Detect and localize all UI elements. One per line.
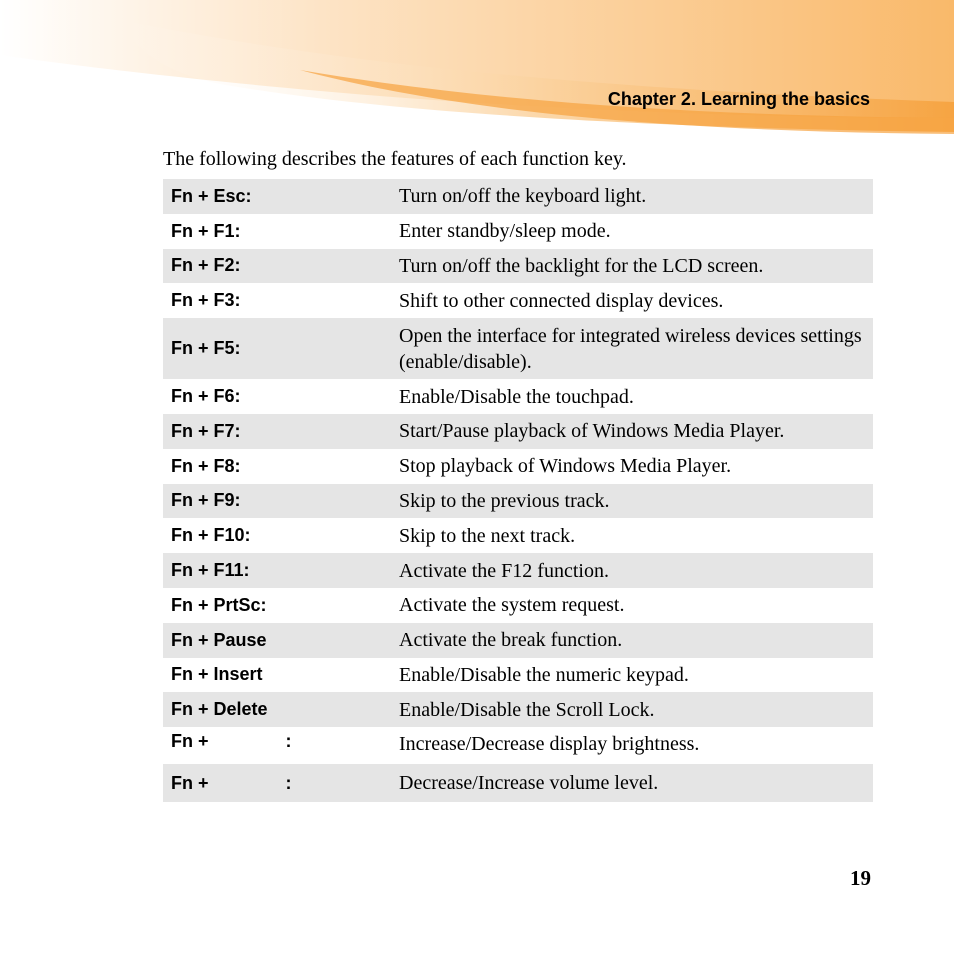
key-description: Turn on/off the backlight for the LCD screen. [399,254,764,277]
key-label: Fn + Esc: [171,185,252,206]
key-description: Activate the F12 function. [399,559,609,582]
key-label: Fn + Delete [171,699,268,720]
key-label: Fn + F3: [171,290,241,311]
key-label: Fn + F11: [171,560,250,581]
key-row [163,658,873,693]
key-label: Fn + Insert [171,664,263,685]
key-description: Decrease/Increase volume level. [399,772,659,795]
chapter-title: Chapter 2. Learning the basics [607,89,870,109]
key-label: Fn + [171,731,209,752]
key-colon: : [285,731,292,752]
key-description: Skip to the previous track. [399,489,610,512]
key-description: Shift to other connected display devices. [399,289,724,312]
key-label: Fn + F1: [171,220,241,241]
key-label: Fn + F5: [171,338,241,359]
key-description: Turn on/off the keyboard light. [399,185,647,208]
key-label: Fn + Pause [171,629,267,650]
key-description: Activate the system request. [399,594,625,617]
key-row [163,449,873,484]
key-row [163,214,873,249]
key-row [163,414,873,449]
key-row [163,249,873,284]
key-row [163,553,873,588]
key-description: Open the interface for integrated wireless devices settings (enable/disable). [399,324,862,373]
key-description: Increase/Decrease display brightness. [399,733,700,756]
key-row [163,518,873,553]
key-row [163,623,873,658]
key-label: Fn + F9: [171,490,241,511]
key-description: Enter standby/sleep mode. [399,220,611,243]
key-row [163,588,873,623]
key-label: Fn + F10: [171,525,251,546]
key-description: Stop playback of Windows Media Player. [399,455,732,478]
key-row [163,318,873,379]
key-label: Fn + F6: [171,386,241,407]
intro-text: The following describes the features of each function key. [163,148,627,170]
key-label: Fn + F8: [171,455,241,476]
key-description: Enable/Disable the Scroll Lock. [399,698,655,721]
key-row [163,484,873,519]
key-row [163,283,873,318]
key-row [163,727,873,764]
key-label: Fn + F2: [171,255,241,276]
key-description: Enable/Disable the touchpad. [399,385,634,408]
key-description: Start/Pause playback of Windows Media Player. [399,420,785,443]
key-label-with-icon [163,731,399,752]
key-description: Activate the break function. [399,629,623,652]
key-label: Fn + F7: [171,420,241,441]
key-row [163,692,873,727]
page-number: 19 [850,866,871,890]
key-row [163,179,873,214]
key-row [163,379,873,414]
key-row [163,764,873,802]
key-label: Fn + [171,772,209,793]
key-label: Fn + PrtSc: [171,594,267,615]
key-description: Skip to the next track. [399,524,576,547]
header-swoosh-graphic [0,0,954,140]
function-key-table [163,179,873,802]
key-description: Enable/Disable the numeric keypad. [399,663,689,686]
key-label-with-icon [163,773,399,794]
key-colon: : [285,772,292,793]
